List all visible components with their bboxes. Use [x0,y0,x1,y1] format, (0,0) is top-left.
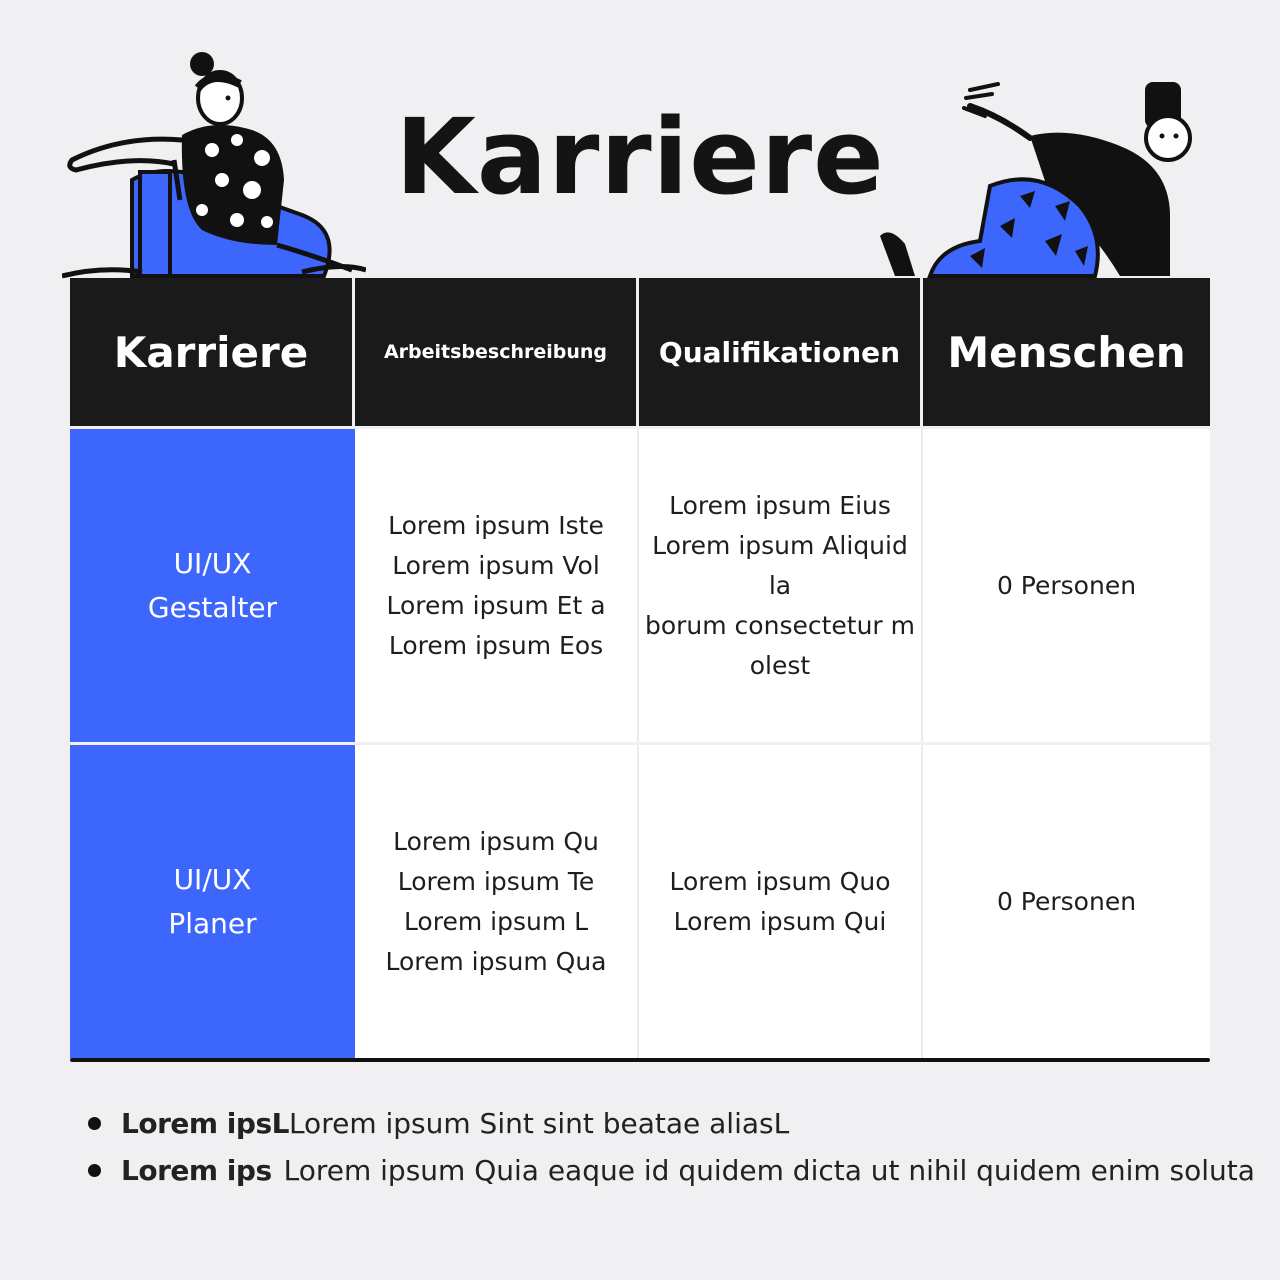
qualification-line: Lorem ipsum Quo [669,866,891,896]
description-line: Lorem ipsum Eos [388,630,604,660]
table-row [70,426,1210,742]
description-line: Lorem ipsum Qua [385,946,607,976]
note-label: Lorem ipsL [121,1107,289,1140]
career-line: Gestalter [147,590,278,624]
description-line: Lorem ipsum Et a [386,590,606,620]
people-cell: 0 Personen [923,429,1210,742]
description-cell [355,745,639,1058]
table-row [70,742,1210,1058]
people-cell: 0 Personen [923,745,1210,1058]
table-header-row [70,278,1210,426]
career-table [70,278,1210,1062]
list-item [88,1100,1228,1147]
note-text: Lorem ipsum Sint sint beatae aliasL [288,1107,790,1140]
qualification-line: Lorem ipsum Eius [669,490,891,520]
qualification-line: olest [749,650,811,680]
header-career: Karriere [70,278,355,426]
description-line: Lorem ipsum L [403,906,589,936]
description-line: Lorem ipsum Vol [392,550,600,580]
description-line: Lorem ipsum Iste [388,510,604,540]
table-bottom-border [70,1058,1210,1062]
bullet-icon [88,1117,101,1130]
qualifications-cell [639,429,923,742]
note-text: Lorem ipsum Quia eaque id quidem dicta ut nihil quidem enim soluta [283,1154,1255,1187]
notes-list [88,1100,1255,1194]
qualification-line: Lorem ipsum Qui [673,906,887,936]
bullet-icon [88,1164,101,1177]
header-qualifications: Qualifikationen [639,278,923,426]
career-cell [70,745,355,1058]
list-item [88,1147,1255,1194]
qualifications-cell [639,745,923,1058]
header-job-description: Arbeitsbeschreibung [355,278,639,426]
page-title: Karriere [395,96,885,218]
qualification-line: borum consectetur m [644,610,916,640]
header-people: Menschen [947,327,1186,377]
description-cell [355,429,639,742]
note-label: Lorem ips [121,1154,272,1187]
career-line: Planer [168,906,257,940]
career-line: UI/UX [173,546,252,580]
qualification-line: Lorem ipsum Aliquid la [652,530,908,600]
description-line: Lorem ipsum Te [397,866,595,896]
description-line: Lorem ipsum Qu [393,826,599,856]
career-cell [70,429,355,742]
career-line: UI/UX [173,862,252,896]
